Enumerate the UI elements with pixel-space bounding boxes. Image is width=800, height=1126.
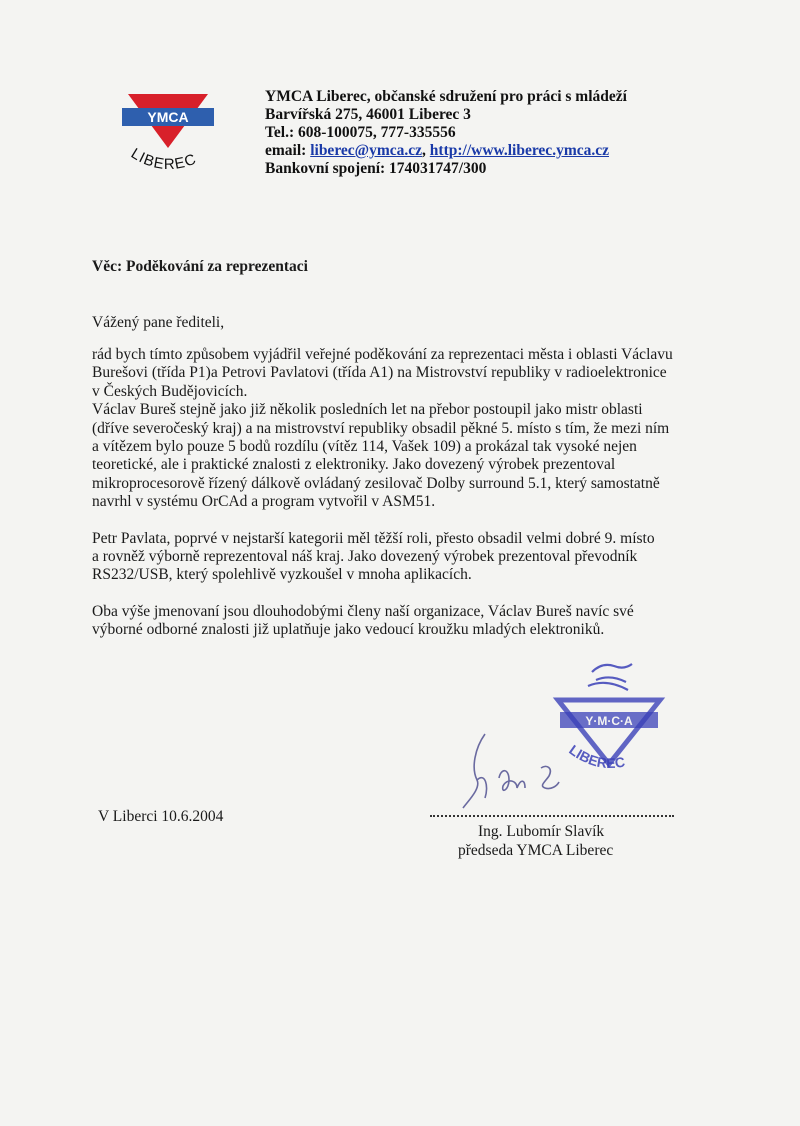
org-address: Barvířská 275, 46001 Liberec 3 bbox=[265, 106, 471, 123]
body-line: výborné odborné znalosti již uplatňuje jako vedoucí kroužku mladých elektroniků. bbox=[92, 621, 605, 639]
letter-subject: Věc: Poděkování za reprezentaci bbox=[92, 258, 308, 275]
handwritten-signature bbox=[455, 728, 575, 813]
body-line: navrhl v systému OrCAd a program vytvořil v ASM51. bbox=[92, 493, 436, 511]
stamp-city: LIBEREC bbox=[566, 741, 627, 772]
website-link[interactable]: http://www.liberec.ymca.cz bbox=[429, 142, 609, 159]
signatory-name: Ing. Lubomír Slavík bbox=[478, 823, 605, 840]
body-line: mikroprocesorově řízený dálkově ovládaný zesilovač Dolby surround 5.1, který samostatně bbox=[92, 474, 660, 492]
body-line: Petr Pavlata, poprvé v nejstarší kategorii měl těžší roli, přesto obsadil velmi dobré 9. místo bbox=[92, 529, 655, 547]
body-line: RS232/USB, který spolehlivě vyzkoušel v mnoha aplikacích. bbox=[92, 566, 472, 584]
signature-line bbox=[430, 805, 674, 817]
svg-text:LIBEREC bbox=[128, 145, 199, 173]
email-label: email: bbox=[265, 142, 307, 159]
body-line: v Českých Budějovicích. bbox=[92, 382, 248, 400]
paragraph-3 bbox=[92, 603, 712, 640]
ymca-logo bbox=[118, 86, 218, 186]
org-bank: Bankovní spojení: 174031747/300 bbox=[265, 160, 487, 177]
letter-salutation: Vážený pane řediteli, bbox=[92, 314, 225, 331]
letterhead bbox=[265, 88, 627, 178]
org-name: YMCA Liberec, občanské sdružení pro práci s mládeží bbox=[265, 88, 627, 105]
email-link[interactable]: liberec@ymca.cz bbox=[310, 142, 423, 159]
body-line: teoretické, ale i praktické znalosti z elektroniky. Jako dovezený výrobek prezentoval bbox=[92, 456, 616, 474]
body-line: (dříve severočeský kraj) a na mistrovství republiky obsadil pěkné 5. místo s tím, že mezi ním bbox=[92, 419, 670, 437]
org-contact bbox=[265, 142, 627, 160]
body-line: Oba výše jmenovaní jsou dlouhodobými členy naší organizace, Václav Bureš navíc své bbox=[92, 602, 634, 620]
stamp-text: Y·M·C·A bbox=[585, 714, 633, 728]
body-line: Václav Bureš stejně jako již několik posledních let na přebor postoupil jako mistr oblasti bbox=[92, 401, 643, 419]
letter-body bbox=[92, 346, 712, 640]
paragraph-2 bbox=[92, 530, 712, 585]
letter-date: V Liberci 10.6.2004 bbox=[98, 808, 224, 825]
body-line: a vítězem bylo pouze 5 bodů rozdílu (vítěz 114, Vašek 109) a prokázal tak vysoké nejen bbox=[92, 438, 637, 456]
logo-text: YMCA bbox=[147, 109, 189, 125]
body-line: Burešovi (třída P1)a Petrovi Pavlatovi (třída A1) na Mistrovství republiky v radioelektronice bbox=[92, 364, 667, 382]
body-line: rád bych tímto způsobem vyjádřil veřejné poděkování za reprezentaci města i oblasti Václavu bbox=[92, 346, 673, 363]
paragraph-1 bbox=[92, 346, 712, 512]
logo-city: LIBEREC bbox=[127, 145, 199, 174]
signatory-role: předseda YMCA Liberec bbox=[458, 842, 614, 859]
email-separator: , bbox=[422, 142, 426, 159]
org-phone: Tel.: 608-100075, 777-335556 bbox=[265, 124, 456, 141]
body-line: a rovněž výborně reprezentoval náš kraj. Jako dovezený výrobek prezentoval převodník bbox=[92, 548, 638, 566]
